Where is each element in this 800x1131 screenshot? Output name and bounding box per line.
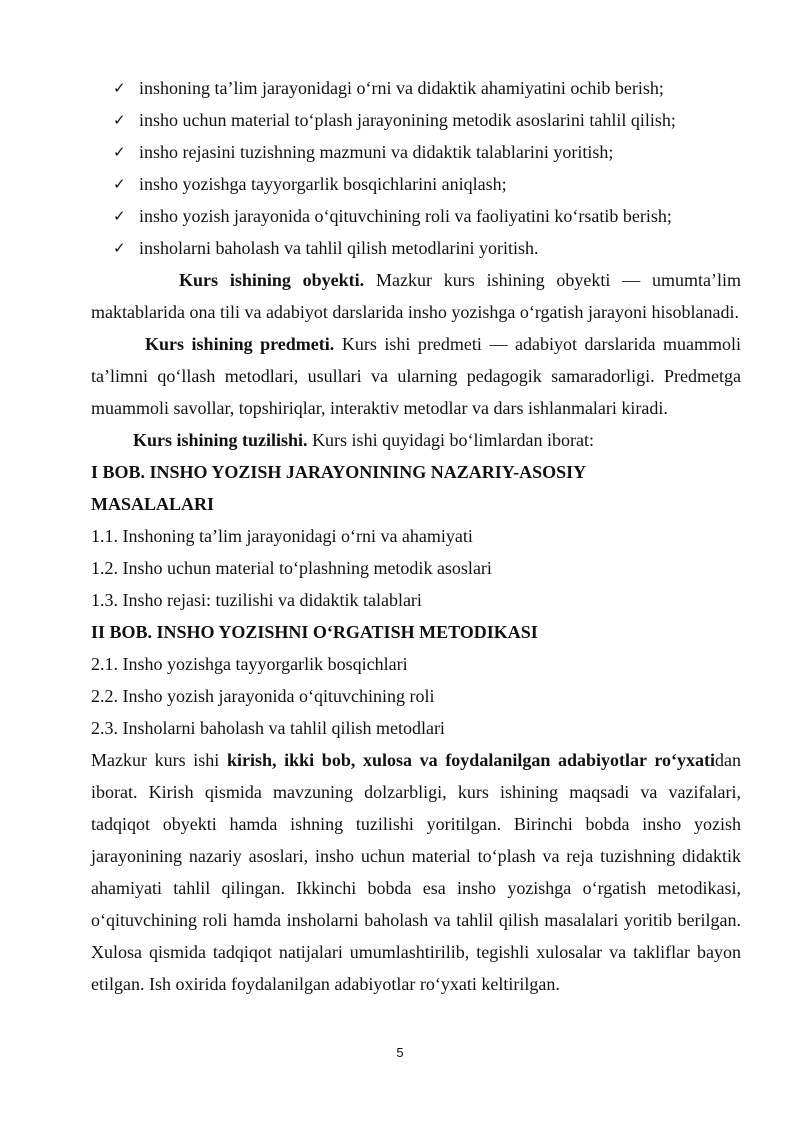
list-item: ✓ insholarni baholash va tahlil qilish metodlarini yoritish. bbox=[91, 232, 741, 264]
checkmark-icon: ✓ bbox=[113, 239, 126, 257]
checkmark-icon: ✓ bbox=[113, 143, 126, 161]
toc-item: 2.1. Insho yozishga tayyorgarlik bosqichlari bbox=[91, 654, 408, 674]
checkmark-icon: ✓ bbox=[113, 207, 126, 225]
list-item: ✓ insho yozishga tayyorgarlik bosqichlarini aniqlash; bbox=[91, 168, 741, 200]
chapter2-title: II BOB. INSHO YOZISHNI O‘RGATISH METODIKASI bbox=[91, 622, 538, 642]
checkmark-icon: ✓ bbox=[113, 79, 126, 97]
document-page bbox=[91, 72, 741, 1000]
structure-paragraph: Kurs ishining tuzilishi. Kurs ishi quyidagi bo‘limlardan iborat: bbox=[133, 430, 595, 450]
object-paragraph: Kurs ishining obyekti. Mazkur kurs ishining obyekti — umumta’lim maktablarida ona tili va adabiyot darslarida insho yozishga o‘rgatish jarayoni hisoblanadi. bbox=[91, 270, 741, 322]
toc-item: 1.3. Insho rejasi: tuzilishi va didaktik talablari bbox=[91, 590, 422, 610]
summary-paragraph: Mazkur kurs ishi kirish, ikki bob, xulosa va foydalanilgan adabiyotlar ro‘yxatidan iborat. Kirish qismida mavzuning dolzarbligi, kurs ishining maqsadi va vazifalari, tadqiqot obyekti hamda ishning tuzilishi yoritilgan. Birinchi bobda insho yozish jarayonining nazariy asoslari, insho uchun material to‘plash va reja tuzishning didaktik ahamiyati tahlil qilingan. Ikkinchi bobda esa insho yozishga o‘rgatish metodikasi, o‘qituvchining roli hamda insholarni baholash va tahlil qilish masalalari yoritib berilgan. Xulosa qismida tadqiqot natijalari umumlashtirilib, tegishli xulosalar va takliflar bayon etilgan. Ish oxirida foydalanilgan adabiyotlar ro‘yxati keltirilgan. bbox=[91, 750, 741, 994]
subject-paragraph: Kurs ishining predmeti. Kurs ishi predmeti — adabiyot darslarida muammoli ta’limni qo‘llash metodlari, usullari va ularning pedagogik samaradorligi. Predmetga muammoli savollar, topshiriqlar, interaktiv metodlar va dars ishlanmalari kiradi. bbox=[91, 334, 742, 418]
list-item: ✓ insho uchun material to‘plash jarayonining metodik asoslarini tahlil qilish; bbox=[91, 104, 741, 136]
toc-item: 1.2. Insho uchun material to‘plashning metodik asoslari bbox=[91, 558, 492, 578]
task-list bbox=[91, 72, 741, 264]
list-item: ✓ inshoning ta’lim jarayonidagi o‘rni va didaktik ahamiyatini ochib berish; bbox=[91, 72, 741, 104]
page-number: 5 bbox=[396, 1045, 404, 1060]
list-item: ✓ insho rejasini tuzishning mazmuni va didaktik talablarini yoritish; bbox=[91, 136, 741, 168]
toc-item: 2.3. Insholarni baholash va tahlil qilish metodlari bbox=[91, 718, 445, 738]
toc-item: 2.2. Insho yozish jarayonida o‘qituvchining roli bbox=[91, 686, 435, 706]
list-item: ✓ insho yozish jarayonida o‘qituvchining roli va faoliyatini ko‘rsatib berish; bbox=[91, 200, 741, 232]
chapter1-title: I BOB. INSHO YOZISH JARAYONINING NAZARIY-ASOSIY bbox=[91, 462, 587, 482]
checkmark-icon: ✓ bbox=[113, 111, 126, 129]
structure-label: Kurs ishining tuzilishi. bbox=[133, 430, 308, 450]
subject-label: Kurs ishining predmeti. bbox=[145, 334, 335, 354]
summary-emphasis: kirish, ikki bob, xulosa va foydalanilgan adabiyotlar ro‘yxati bbox=[226, 750, 715, 770]
checkmark-icon: ✓ bbox=[113, 175, 126, 193]
chapter1-title-cont: MASALALARI bbox=[91, 494, 215, 514]
toc-item: 1.1. Inshoning ta’lim jarayonidagi o‘rni va ahamiyati bbox=[91, 526, 473, 546]
object-label: Kurs ishining obyekti. bbox=[179, 270, 365, 290]
